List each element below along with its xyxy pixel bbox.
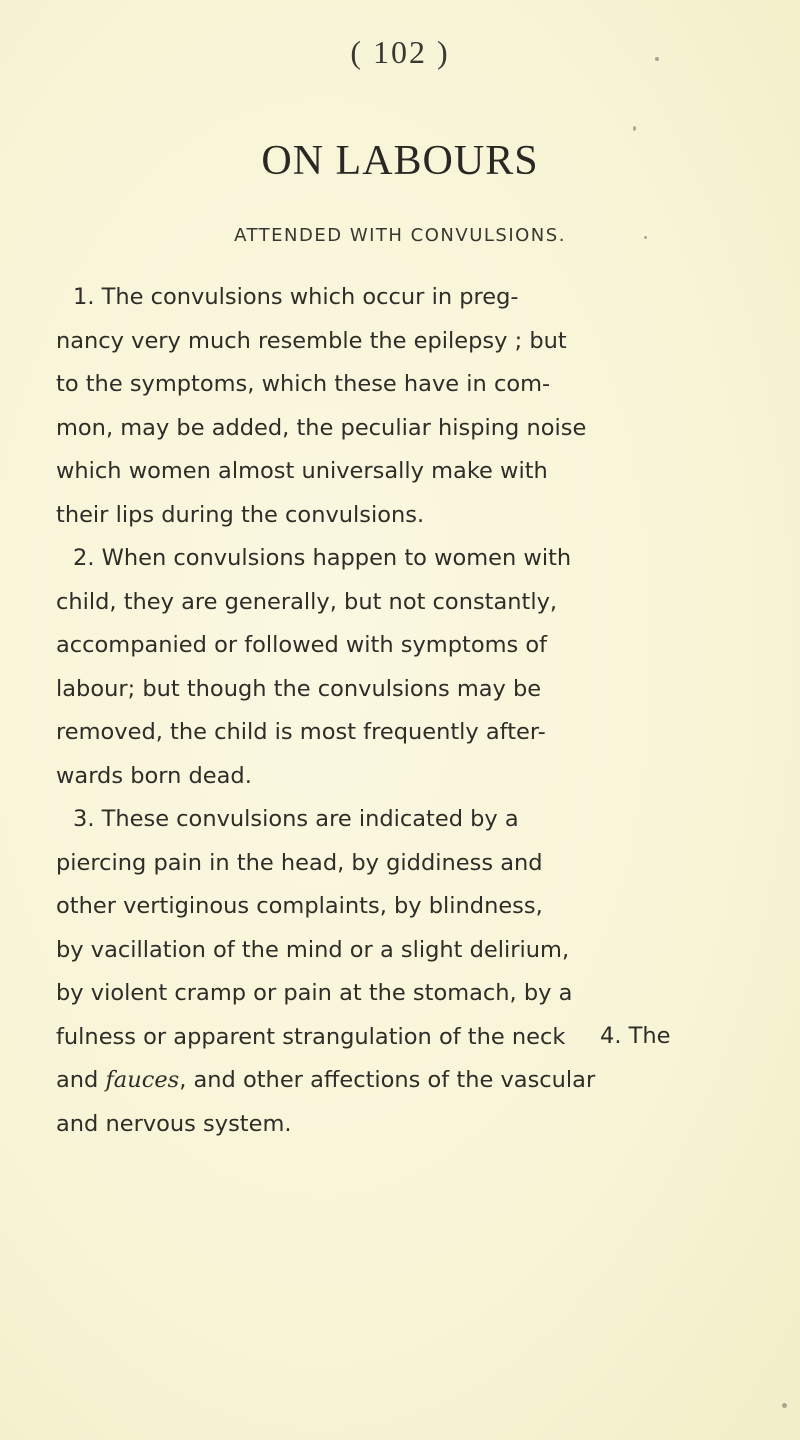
text-line: 3. These convulsions are indicated by a [73,806,519,832]
text-line: wards born dead. [56,762,252,789]
body-text [56,276,716,1146]
text-line: which women almost universally make with [56,458,548,484]
text-line: their lips during the convulsions. [56,501,425,528]
text-line: and nervous system. [56,1110,292,1137]
text-line: accompanied or followed with symptoms of [56,632,548,658]
chapter-subtitle: ATTENDED WITH CONVULSIONS. [234,225,566,246]
text-line: other vertiginous complaints, by blindness, [56,893,543,919]
text-line: by vacillation of the mind or a slight delirium, [56,936,570,963]
text-line: removed, the child is most frequently after- [56,719,546,745]
chapter-title: ON LABOURS [261,138,539,184]
text-line: to the symptoms, which these have in com- [56,371,551,397]
text-line: child, they are generally, but not constantly, [56,588,558,615]
paper-speck [655,57,659,61]
text-line: by violent cramp or pain at the stomach, by a [56,980,573,1006]
text-line: piercing pain in the head, by giddiness and [56,849,543,876]
text-line: 1. The convulsions which occur in preg- [73,284,519,310]
text-line: nancy very much resemble the epilepsy ; but [56,327,567,354]
text-line: and fauces, and other affections of the vascular [56,1067,596,1093]
text-line: mon, may be added, the peculiar hisping noise [56,414,587,441]
paper-speck [644,236,647,239]
paper-speck [633,126,636,131]
italic-word: fauces [105,1067,180,1093]
text-line: labour; but though the convulsions may be [56,675,542,702]
page-number: ( 102 ) [350,34,450,70]
catchword: 4. The [600,1023,671,1049]
text-line: fulness or apparent strangulation of the neck [56,1023,566,1050]
paper-speck [782,1403,787,1408]
text-line: 2. When convulsions happen to women with [73,545,572,571]
